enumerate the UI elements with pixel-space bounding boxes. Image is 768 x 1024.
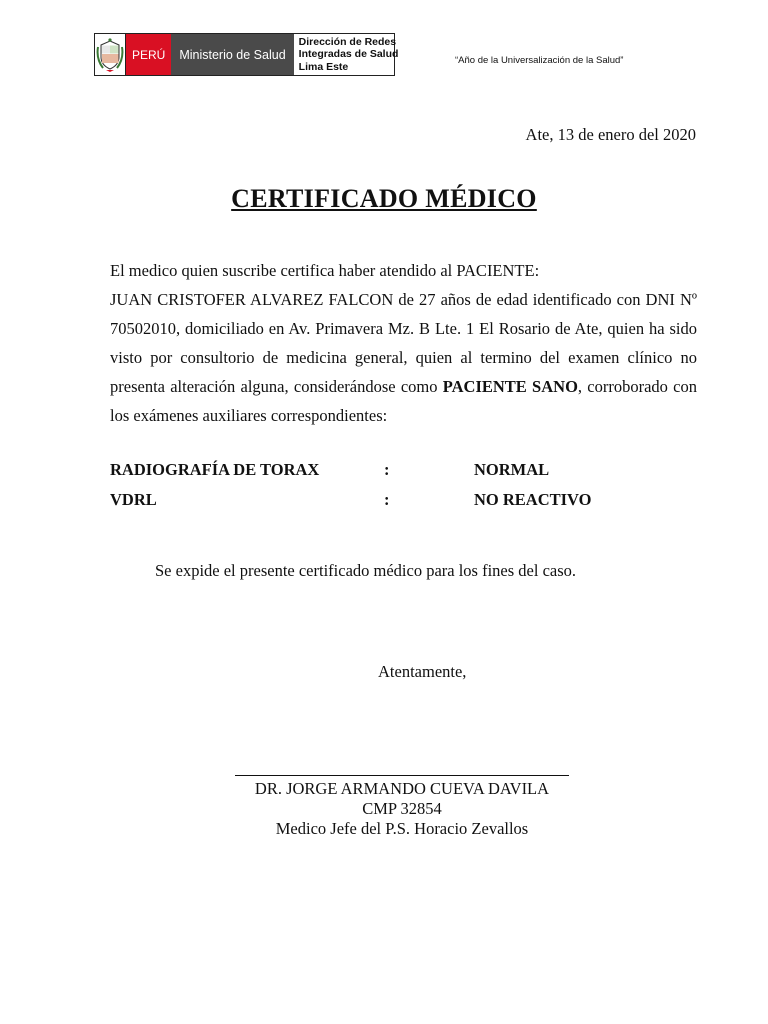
coat-of-arms-icon: [95, 34, 126, 75]
document-date: Ate, 13 de enero del 2020: [525, 125, 696, 144]
result-label: VDRL: [110, 490, 157, 509]
regards: Atentamente,: [378, 662, 467, 681]
signature-line: [235, 775, 569, 776]
directorate-line: Lima Este: [298, 60, 349, 73]
doctor-name: DR. JORGE ARMANDO CUEVA DAVILA: [254, 779, 550, 798]
certificate-body: [110, 256, 697, 430]
patient-paragraph: [110, 285, 697, 430]
paragraph-text: JUAN CRISTOFER ALVAREZ FALCON de 27 años de edad identificado con DNI Nº 70502010, domiciliado en Av. Primavera Mz. B Lte. 1 El Rosario de Ate, quien ha sido visto por consultorio de medicina general, quien al termino del examen clínico no presenta alteración alguna, considerándose como: [110, 290, 697, 396]
paragraph-bold: PACIENTE SANO: [442, 377, 578, 396]
directorate-line: Integradas de Salud: [298, 48, 399, 61]
result-label: RADIOGRAFÍA DE TORAX: [110, 460, 320, 479]
result-separator: :: [384, 460, 390, 479]
doctor-position: Medico Jefe del P.S. Horacio Zevallos: [275, 819, 529, 838]
intro-line: El medico quien suscribe certifica haber atendido al PACIENTE:: [110, 261, 540, 280]
ministry-logo: [94, 33, 399, 76]
result-value: NO REACTIVO: [474, 490, 592, 509]
doctor-cmp: CMP 32854: [362, 799, 442, 818]
result-separator: :: [384, 490, 390, 509]
signature-block: [200, 779, 604, 839]
directorate-line: Dirección de Redes: [298, 35, 397, 48]
paragraph-tail: , corroborado con los exámenes auxiliares correspondientes:: [110, 377, 697, 425]
closing-statement: Se expide el presente certificado médico para los fines del caso.: [155, 561, 577, 580]
document-title: CERTIFICADO MÉDICO: [231, 184, 537, 213]
logo-directorate: [294, 34, 399, 75]
logo-ministry: Ministerio de Salud: [171, 34, 293, 75]
year-motto: “Año de la Universalización de la Salud”: [455, 55, 624, 66]
logo-country: PERÚ: [126, 34, 171, 75]
result-value: NORMAL: [474, 460, 550, 479]
